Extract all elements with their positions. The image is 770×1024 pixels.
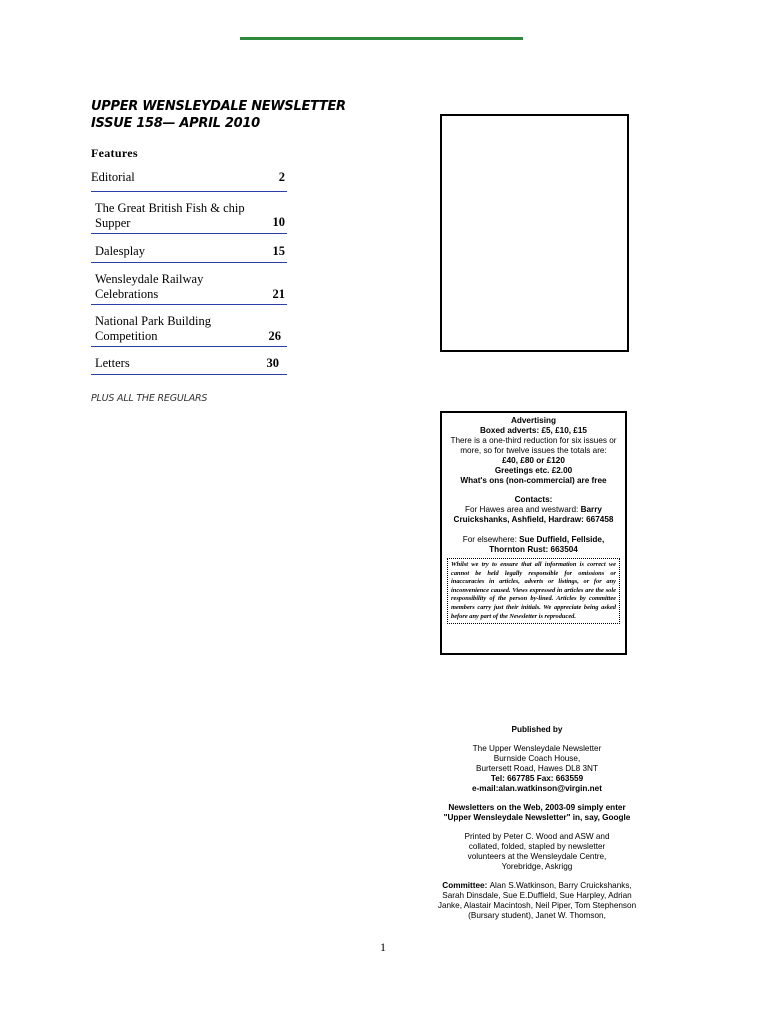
toc-divider [91, 374, 287, 375]
reduction-totals: £40, £80 or £120 [502, 456, 565, 465]
toc-item-letters [91, 356, 287, 374]
toc-item-page: 15 [272, 244, 285, 258]
features-heading: Features [91, 146, 138, 160]
disclaimer: Whilst we try to ensure that all information is correct we cannot be held legally responsible for omissions or inaccuracies in articles, adverts or listings, or for any inconvenience caused. Views expressed in articles are the sole responsibility of the person by-lined. Articles by committee members carry just their initials. We appreciate being asked before any part of the Newsletter is reproduced. [447, 558, 620, 624]
reduction-note: There is a one-third reduction for six issues or more, so for twelve issues the totals are: [450, 436, 617, 455]
published-heading: Published by [511, 725, 563, 734]
committee-label: Committee: [442, 881, 490, 890]
toc-item-page: 2 [278, 170, 285, 184]
toc-divider [91, 233, 287, 234]
table-of-contents [91, 170, 287, 375]
hawes-contact-label: For Hawes area and westward: [465, 505, 581, 514]
web-note: Newsletters on the Web, 2003-09 simply enter "Upper Wensleydale Newsletter" in, say, Google [443, 803, 631, 822]
toc-item-title: National Park Building Competition [95, 314, 211, 343]
toc-item-fish-chip [91, 201, 287, 233]
toc-item-title: Letters [95, 356, 130, 370]
masthead-issue: ISSUE 158— APRIL 2010 [91, 116, 260, 131]
toc-item-title: The Great British Fish & chip Supper [95, 201, 245, 230]
boxed-adverts-rates: Boxed adverts: £5, £10, £15 [480, 426, 587, 435]
publisher-tel-fax: Tel: 667785 Fax: 663559 [490, 774, 584, 783]
toc-item-page: 10 [272, 215, 285, 229]
contacts-heading: Contacts: [514, 495, 553, 504]
toc-item-page: 21 [272, 287, 285, 301]
toc-divider [91, 191, 287, 192]
publisher-name: The Upper Wensleydale Newsletter [472, 744, 602, 753]
toc-item-editorial [91, 170, 287, 191]
publisher-address-1: Burnside Coach House, [493, 754, 581, 763]
page-number: 1 [380, 940, 386, 954]
advertising-box [440, 411, 627, 655]
cover-image-box [440, 114, 629, 352]
printed-by: Printed by Peter C. Wood and ASW and collated, folded, stapled by newsletter volunteers at the Wensleydale Centre, Yorebridge, Askrigg [464, 832, 610, 871]
toc-item-page: 30 [266, 356, 279, 370]
hawes-contact-name: Barry Cruickshanks, Ashfield, Hardraw: 667458 [453, 505, 614, 524]
toc-item-title: Wensleydale Railway Celebrations [95, 272, 204, 301]
regulars-note: PLUS ALL THE REGULARS [91, 393, 208, 404]
toc-divider [91, 346, 287, 347]
toc-divider [91, 304, 287, 305]
toc-item-building [91, 314, 287, 346]
toc-divider [91, 262, 287, 263]
committee [437, 881, 637, 921]
publisher-info [437, 725, 637, 921]
greetings-rate: Greetings etc. £2.00 [494, 466, 573, 475]
elsewhere-contact [447, 535, 620, 555]
elsewhere-contact-label: For elsewhere: [462, 535, 520, 544]
masthead [91, 98, 346, 132]
toc-item-title: Editorial [91, 170, 135, 184]
whatsons-rate: What's ons (non-commercial) are free [460, 476, 607, 485]
toc-item-railway [91, 272, 287, 304]
toc-item-dalesplay [91, 244, 287, 262]
publisher-address-2: Burtersett Road, Hawes DL8 3NT [476, 764, 598, 773]
hawes-contact [447, 505, 620, 525]
publisher-email: e-mail:alan.watkinson@virgin.net [472, 784, 602, 793]
masthead-title: UPPER WENSLEYDALE NEWSLETTER [91, 99, 346, 114]
advertising-heading: Advertising [510, 416, 557, 425]
toc-item-title: Dalesplay [95, 244, 145, 258]
toc-item-page: 26 [268, 329, 281, 343]
elsewhere-contact-name: Sue Duffield, Fellside, Thornton Rust: 663504 [489, 535, 605, 554]
top-rule [240, 37, 523, 40]
committee-names: Alan S.Watkinson, Barry Cruickshanks, Sarah Dinsdale, Sue E.Duffield, Sue Harpley, Adrian Janke, Alastair Macintosh, Neil Piper, Tom Stephenson (Bursary student), Janet W. Thomson, [437, 881, 637, 920]
